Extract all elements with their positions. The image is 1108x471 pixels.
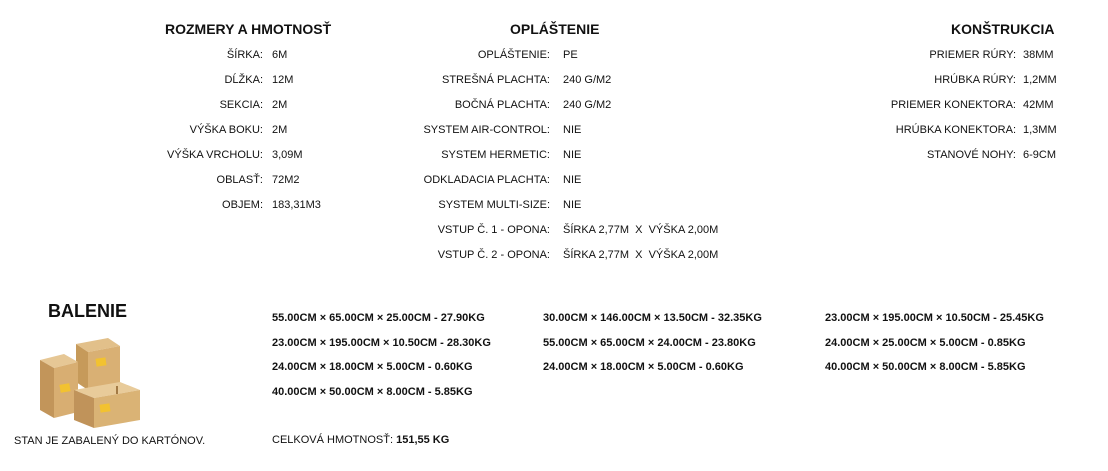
- oplastenie-label: STREŠNÁ PLACHTA:: [442, 74, 550, 86]
- oplastenie-value: NIE: [563, 199, 582, 211]
- oplastenie-value: 240 G/M2: [563, 74, 612, 86]
- package-item: 30.00CM × 146.00CM × 13.50CM - 32.35KG: [543, 312, 762, 324]
- oplastenie-value: ŠÍRKA 2,77M X VÝŠKA 2,00M: [563, 249, 719, 261]
- rozmery-label: SEKCIA:: [219, 99, 263, 111]
- rozmery-value: 6M: [272, 49, 288, 61]
- package-item: 55.00CM × 65.00CM × 25.00CM - 27.90KG: [272, 312, 485, 324]
- package-item: 40.00CM × 50.00CM × 8.00CM - 5.85KG: [272, 385, 473, 398]
- package-item: 24.00CM × 18.00CM × 5.00CM - 0.60KG: [272, 361, 473, 373]
- oplastenie-value: NIE: [563, 149, 582, 161]
- rozmery-label: VÝŠKA BOKU:: [189, 124, 263, 136]
- cardboard-boxes-icon: [34, 334, 146, 430]
- oplastenie-value: PE: [563, 49, 578, 61]
- oplastenie-label: SYSTEM AIR-CONTROL:: [423, 124, 550, 136]
- section-title-rozmery: ROZMERY A HMOTNOSŤ: [165, 21, 332, 37]
- rozmery-label: VÝŠKA VRCHOLU:: [167, 149, 263, 161]
- package-item: 23.00CM × 195.00CM × 10.50CM - 28.30KG: [272, 336, 491, 349]
- total-weight: [272, 434, 449, 446]
- balenie-title: BALENIE: [48, 301, 128, 321]
- konstrukcia-value: 42MM: [1023, 99, 1054, 111]
- rozmery-label: DĹŽKA:: [224, 74, 263, 86]
- rozmery-value: 3,09M: [272, 149, 303, 161]
- konstrukcia-label: HRÚBKA KONEKTORA:: [895, 124, 1016, 136]
- section-title-konstrukcia: KONŠTRUKCIA: [951, 21, 1055, 37]
- oplastenie-value: ŠÍRKA 2,77M X VÝŠKA 2,00M: [563, 224, 719, 236]
- oplastenie-label: ODKLADACIA PLACHTA:: [423, 174, 550, 186]
- oplastenie-value: NIE: [563, 124, 582, 136]
- konstrukcia-value: 38MM: [1023, 49, 1054, 61]
- konstrukcia-value: 1,2MM: [1023, 74, 1057, 86]
- konstrukcia-label: PRIEMER RÚRY:: [929, 49, 1016, 61]
- oplastenie-label: BOČNÁ PLACHTA:: [454, 99, 550, 111]
- total-weight-label: CELKOVÁ HMOTNOSŤ:: [272, 434, 394, 446]
- rozmery-value: 2M: [272, 124, 288, 136]
- konstrukcia-label: STANOVÉ NOHY:: [926, 149, 1016, 161]
- package-item: 24.00CM × 18.00CM × 5.00CM - 0.60KG: [543, 361, 744, 373]
- section-title-oplastenie: OPLÁŠTENIE: [510, 21, 600, 37]
- konstrukcia-label: PRIEMER KONEKTORA:: [890, 99, 1016, 111]
- oplastenie-label: OPLÁŠTENIE:: [477, 49, 550, 61]
- packaging-caption: STAN JE ZABALENÝ DO KARTÓNOV.: [14, 435, 206, 447]
- rozmery-label: ŠÍRKA:: [226, 49, 263, 61]
- oplastenie-label: VSTUP Č. 2 - OPONA:: [437, 249, 550, 261]
- konstrukcia-label: HRÚBKA RÚRY:: [934, 74, 1016, 86]
- package-item: 55.00CM × 65.00CM × 24.00CM - 23.80KG: [543, 336, 756, 349]
- oplastenie-value: NIE: [563, 174, 582, 186]
- rozmery-value: 183,31M3: [272, 199, 321, 211]
- oplastenie-label: SYSTEM HERMETIC:: [441, 149, 550, 161]
- konstrukcia-value: 6-9CM: [1023, 149, 1057, 161]
- rozmery-value: 12M: [272, 74, 294, 86]
- rozmery-label: OBLASŤ:: [216, 174, 263, 186]
- oplastenie-label: VSTUP Č. 1 - OPONA:: [437, 224, 550, 236]
- total-weight-value: 151,55 KG: [396, 434, 450, 446]
- package-item: 40.00CM × 50.00CM × 8.00CM - 5.85KG: [825, 361, 1026, 373]
- rozmery-label: OBJEM:: [222, 199, 263, 211]
- oplastenie-value: 240 G/M2: [563, 99, 612, 111]
- package-item: 24.00CM × 25.00CM × 5.00CM - 0.85KG: [825, 336, 1026, 349]
- rozmery-value: 2M: [272, 99, 288, 111]
- oplastenie-label: SYSTEM MULTI-SIZE:: [438, 199, 550, 211]
- rozmery-value: 72M2: [272, 174, 300, 186]
- konstrukcia-value: 1,3MM: [1023, 124, 1057, 136]
- package-item: 23.00CM × 195.00CM × 10.50CM - 25.45KG: [825, 312, 1044, 324]
